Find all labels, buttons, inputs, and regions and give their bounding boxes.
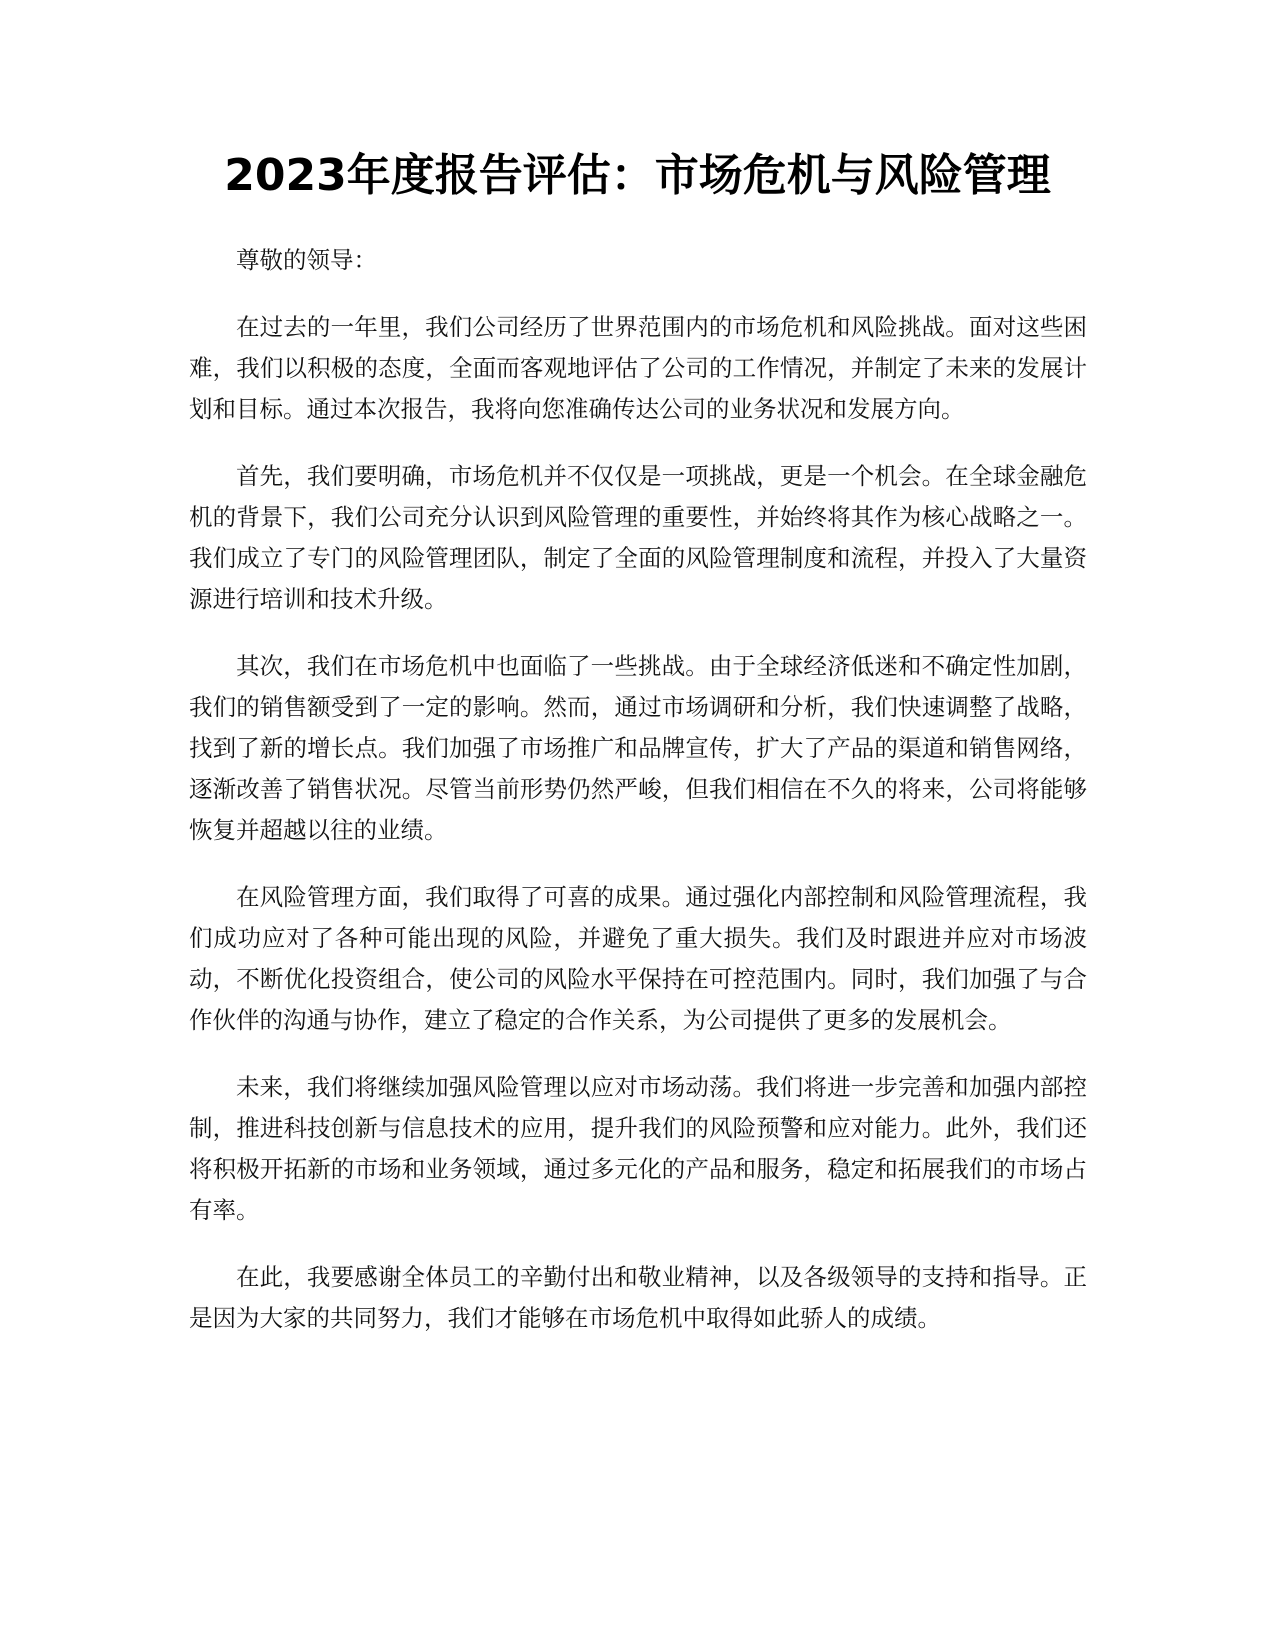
paragraph-intro: 在过去的一年里，我们公司经历了世界范围内的市场危机和风险挑战。面对这些困难，我们以积极的态度，全面而客观地评估了公司的工作情况，并制定了未来的发展计划和目标。通过本次报告，我将向您准确传达公司的业务状况和发展方向。 — [189, 313, 1087, 423]
document-title: 2023年度报告评估：市场危机与风险管理 — [224, 150, 1051, 201]
paragraph-risk-management: 在风险管理方面，我们取得了可喜的成果。通过强化内部控制和风险管理流程，我们成功应对了各种可能出现的风险，并避免了重大损失。我们及时跟进并应对市场波动，不断优化投资组合，使公司的风险水平保持在可控范围内。同时，我们加强了与合作伙伴的沟通与协作，建立了稳定的合作关系，为公司提供了更多的发展机会。 — [189, 883, 1087, 1034]
paragraph-thanks: 在此，我要感谢全体员工的辛勤付出和敬业精神，以及各级领导的支持和指导。正是因为大家的共同努力，我们才能够在市场危机中取得如此骄人的成绩。 — [189, 1263, 1087, 1332]
paragraph-first: 首先，我们要明确，市场危机并不仅仅是一项挑战，更是一个机会。在全球金融危机的背景下，我们公司充分认识到风险管理的重要性，并始终将其作为核心战略之一。我们成立了专门的风险管理团队，制定了全面的风险管理制度和流程，并投入了大量资源进行培训和技术升级。 — [189, 462, 1087, 613]
document-body — [189, 240, 1087, 1365]
paragraph-future: 未来，我们将继续加强风险管理以应对市场动荡。我们将进一步完善和加强内部控制，推进科技创新与信息技术的应用，提升我们的风险预警和应对能力。此外，我们还将积极开拓新的市场和业务领域，通过多元化的产品和服务，稳定和拓展我们的市场占有率。 — [189, 1073, 1087, 1224]
paragraph-second: 其次，我们在市场危机中也面临了一些挑战。由于全球经济低迷和不确定性加剧，我们的销售额受到了一定的影响。然而，通过市场调研和分析，我们快速调整了战略，找到了新的增长点。我们加强了市场推广和品牌宣传，扩大了产品的渠道和销售网络，逐渐改善了销售状况。尽管当前形势仍然严峻，但我们相信在不久的将来，公司将能够恢复并超越以往的业绩。 — [189, 652, 1087, 844]
salutation: 尊敬的领导： — [236, 246, 377, 274]
